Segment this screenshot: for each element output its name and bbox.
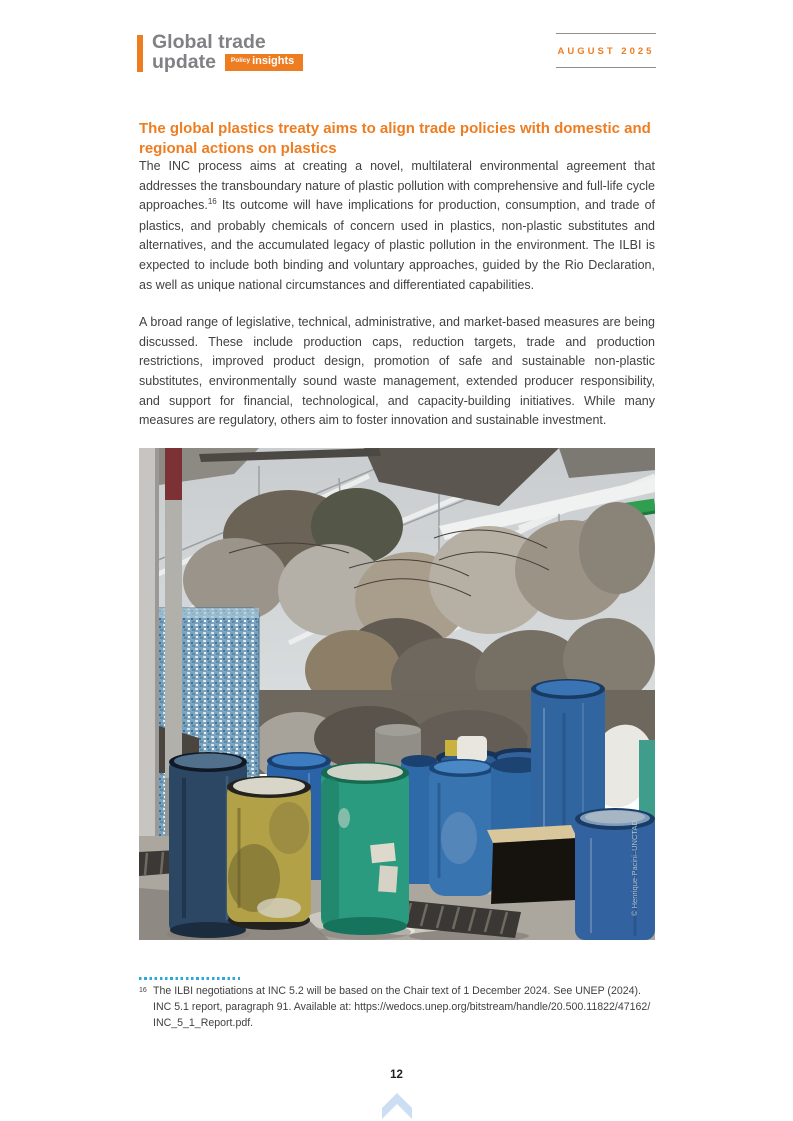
footnote-ref-16: 16 (207, 197, 217, 207)
article-photo (139, 448, 655, 940)
brand-accent-bar (137, 35, 143, 72)
paragraph-2: A broad range of legislative, technical, administrative, and market-based measures are being discussed. These include production caps, reduction targets, trade and production restrictions, improved product design, promotion of safe and sustainable non-plastic substitutes, environmentally sound waste management, extended producer responsibility, and support for financial, technological, and capacity-building initiatives. While many measures are regulatory, others aim to foster innovation and sustainable investment. (139, 315, 655, 428)
footnote-line: The ILBI negotiations at INC 5.2 will be based on the Chair text of 1 December 2024. See UNEP (2024). (153, 985, 641, 997)
footnote-separator (139, 977, 240, 980)
badge-policy-label: Policy (230, 57, 251, 64)
issue-date-block (556, 33, 656, 68)
footnote (139, 984, 679, 1031)
blue-barrel-bottom-right (575, 808, 655, 940)
issue-date: AUGUST 2025 (557, 46, 655, 57)
article-body (139, 157, 655, 449)
yellow-barrel (227, 776, 311, 930)
paragraph-1 (139, 157, 655, 295)
brand-title-line1: Global trade (152, 31, 266, 53)
badge-insights-label: insights (252, 55, 295, 67)
brand-title-line2: update (152, 51, 216, 73)
policy-insights-badge (225, 54, 303, 71)
paragraph-1-text-b: Its outcome will have implications for production, consumption, and trade of plastics, and probably chemicals of concern used in plastics, non-plastic substitutes and alternatives, and the accumulated legacy of plastic pollution in the environment. The ILBI is expected to include both binding and voluntary approaches, guided by the Rio Declaration, as well as unique national circumstances and differentiated capabilities. (139, 198, 655, 292)
paragraph-1-text-a: The INC process aims at creating a novel, multilateral environmental agreement that addresses the transboundary nature of plastic pollution with comprehensive and full-life cycle approaches. (139, 159, 655, 213)
warehouse-photo-illustration (139, 448, 655, 940)
photo-credit: © Henrique-Pacini–UNCTAD (630, 820, 639, 916)
logo-chevron-icon (382, 1092, 412, 1121)
black-crate (487, 825, 577, 904)
brand-title (152, 33, 303, 72)
page-number: 12 (390, 1069, 403, 1081)
footnote-line: INC_5_1_Report.pdf. (153, 1016, 254, 1029)
blue-barrel-bulgy (429, 759, 495, 896)
footnote-text (153, 984, 679, 1031)
footnote-marker: 16 (139, 987, 147, 994)
teal-barrel (319, 762, 411, 940)
article-heading: The global plastics treaty aims to align trade policies with domestic and regional actions on plastics (139, 120, 651, 157)
footnote-line: INC 5.1 report, paragraph 91. Available at: https://wedocs.unep.org/bitstream/handle/20.500.11822/47162/ (153, 1000, 651, 1013)
